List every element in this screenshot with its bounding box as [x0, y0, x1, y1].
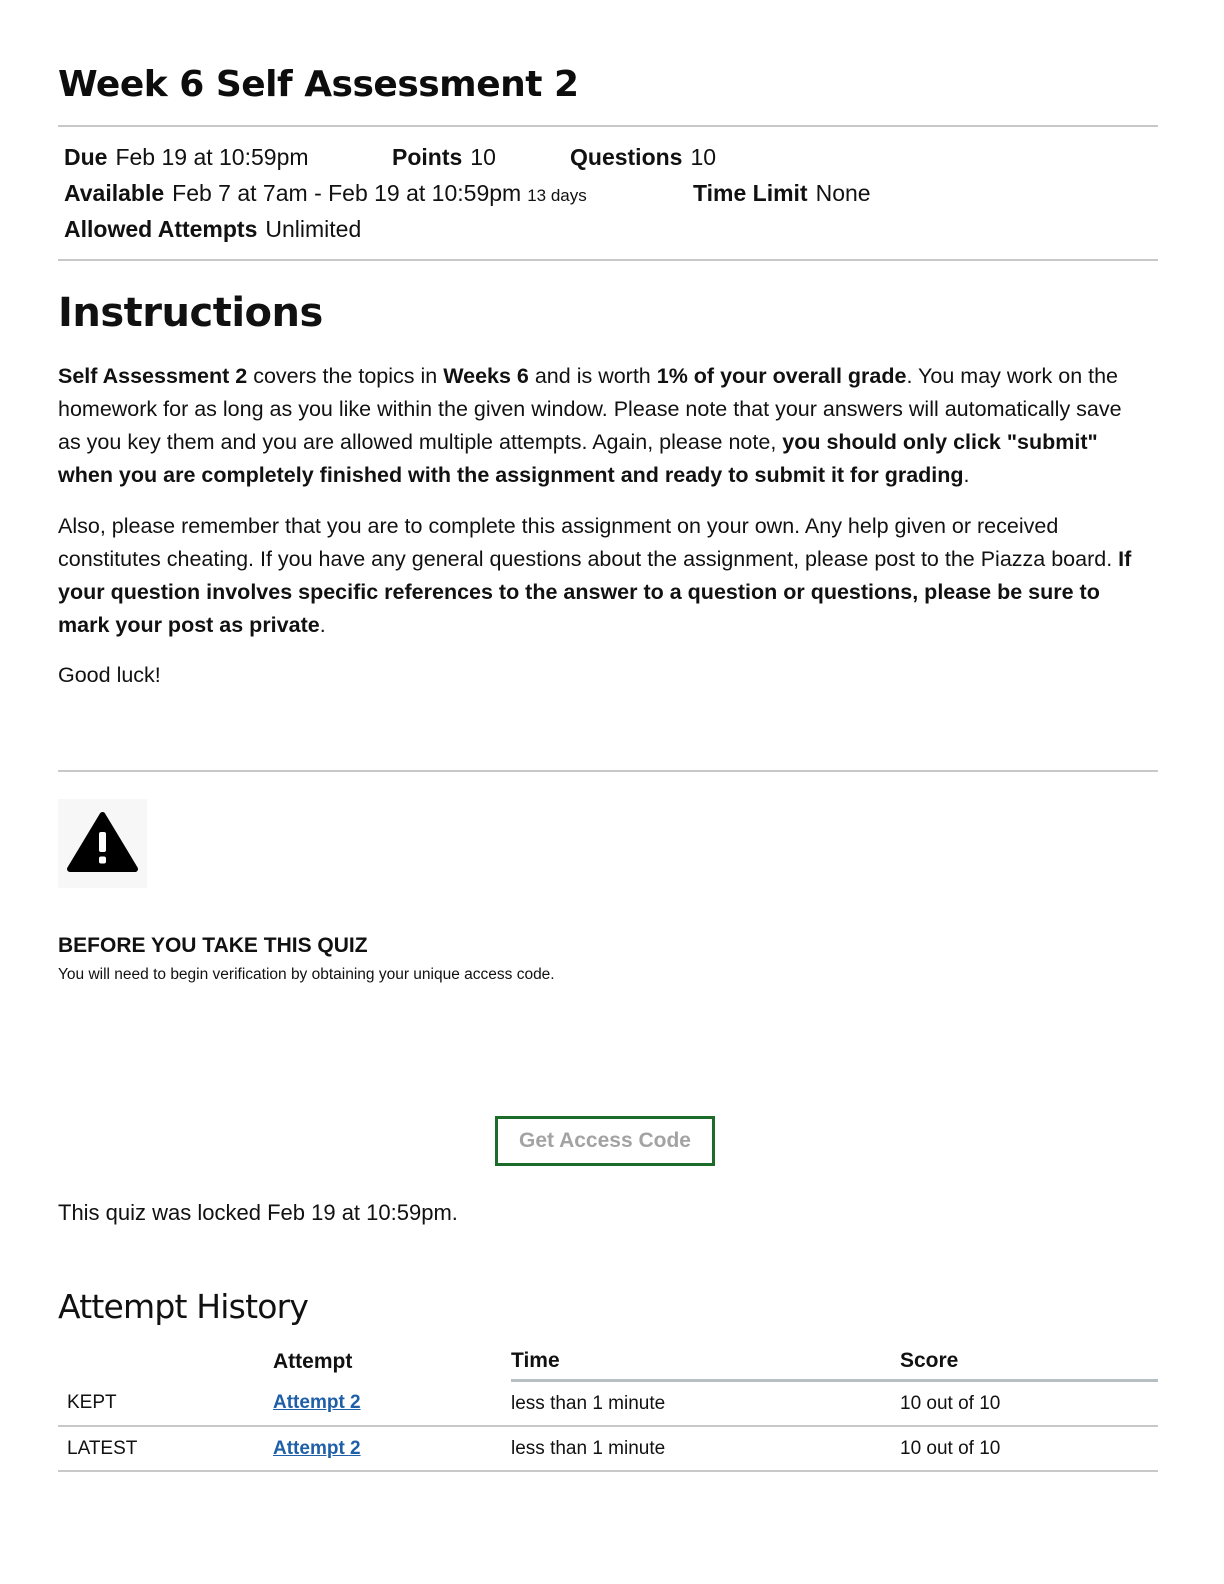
attempts-meta	[64, 216, 361, 243]
attempt-status: KEPT	[58, 1381, 273, 1427]
questions-label: Questions	[570, 144, 683, 170]
instructions-text: and is worth	[528, 364, 657, 388]
attempts-value: Unlimited	[265, 216, 362, 242]
available-value: Feb 7 at 7am - Feb 19 at 10:59pm	[172, 180, 522, 206]
warning-icon	[58, 799, 147, 888]
points-value: 10	[470, 144, 496, 170]
attempt-status: LATEST	[58, 1426, 273, 1471]
instructions-strong: If your question involves specific references to the answer to a question or questions, please be sure to mark your post as private	[58, 547, 1132, 637]
column-header-status	[58, 1343, 273, 1381]
instructions-heading: Instructions	[58, 290, 323, 336]
column-header-score: Score	[900, 1343, 1158, 1381]
time-limit-label: Time Limit	[693, 180, 808, 206]
due-value: Feb 19 at 10:59pm	[115, 144, 309, 170]
instructions-strong: you should only click "submit" when you are completely finished with the assignment and ready to submit it for grading	[58, 430, 1098, 487]
due-meta	[64, 144, 309, 171]
questions-value: 10	[690, 144, 717, 170]
attempt-cell	[273, 1426, 511, 1471]
table-row	[58, 1426, 1158, 1471]
attempt-time: less than 1 minute	[511, 1381, 900, 1427]
available-duration: 13 days	[527, 186, 587, 205]
available-meta	[64, 180, 587, 207]
attempt-history-table	[58, 1343, 1158, 1472]
quiz-locked-notice: This quiz was locked Feb 19 at 10:59pm.	[58, 1200, 458, 1225]
instructions-text: . You may work on the homework for as long as you like within the given window. Please note that your answers will automatically save as you key them and you are allowed multiple attempts. Again, please note,	[58, 364, 1122, 454]
column-header-attempt: Attempt	[273, 1349, 353, 1373]
instructions-text: .	[963, 463, 970, 487]
available-label: Available	[64, 180, 165, 206]
verification-title: BEFORE YOU TAKE THIS QUIZ	[58, 934, 368, 957]
table-row	[58, 1381, 1158, 1427]
attempt-time: less than 1 minute	[511, 1426, 900, 1471]
divider	[58, 125, 1158, 127]
time-limit-value: None	[815, 180, 871, 206]
table-header-row	[58, 1343, 1158, 1381]
attempt-link[interactable]: Attempt 2	[273, 1391, 361, 1413]
get-access-code-button[interactable]: Get Access Code	[495, 1116, 715, 1166]
divider	[58, 259, 1158, 261]
instructions-strong: Weeks 6	[443, 364, 529, 388]
attempts-label: Allowed Attempts	[64, 216, 258, 242]
attempt-cell	[273, 1381, 511, 1427]
instructions-text: .	[319, 613, 326, 637]
instructions-text: Also, please remember that you are to complete this assignment on your own. Any help given or received constitutes cheating. If you have any general questions about the assignment, please post to the Piazza board.	[58, 514, 1119, 571]
column-header-time: Time	[511, 1343, 900, 1381]
attempt-history-heading: Attempt History	[58, 1287, 309, 1326]
instructions-paragraph-3: Good luck!	[58, 663, 161, 687]
divider	[58, 770, 1158, 772]
questions-meta	[570, 144, 716, 171]
points-meta	[392, 144, 496, 171]
instructions-text: covers the topics in	[247, 364, 444, 388]
page-title: Week 6 Self Assessment 2	[58, 64, 579, 105]
due-label: Due	[64, 144, 108, 170]
points-label: Points	[392, 144, 463, 170]
instructions-strong: 1% of your overall grade	[656, 364, 907, 388]
instructions-paragraph-2	[58, 510, 1148, 642]
attempt-link[interactable]: Attempt 2	[273, 1437, 361, 1459]
time-limit-meta	[693, 180, 871, 207]
instructions-strong: Self Assessment 2	[58, 364, 248, 388]
warning-icon-box	[58, 799, 147, 888]
verification-text: You will need to begin verification by obtaining your unique access code.	[58, 966, 555, 983]
attempt-score: 10 out of 10	[900, 1426, 1158, 1471]
instructions-paragraph-1	[58, 360, 1148, 492]
attempt-score: 10 out of 10	[900, 1381, 1158, 1427]
